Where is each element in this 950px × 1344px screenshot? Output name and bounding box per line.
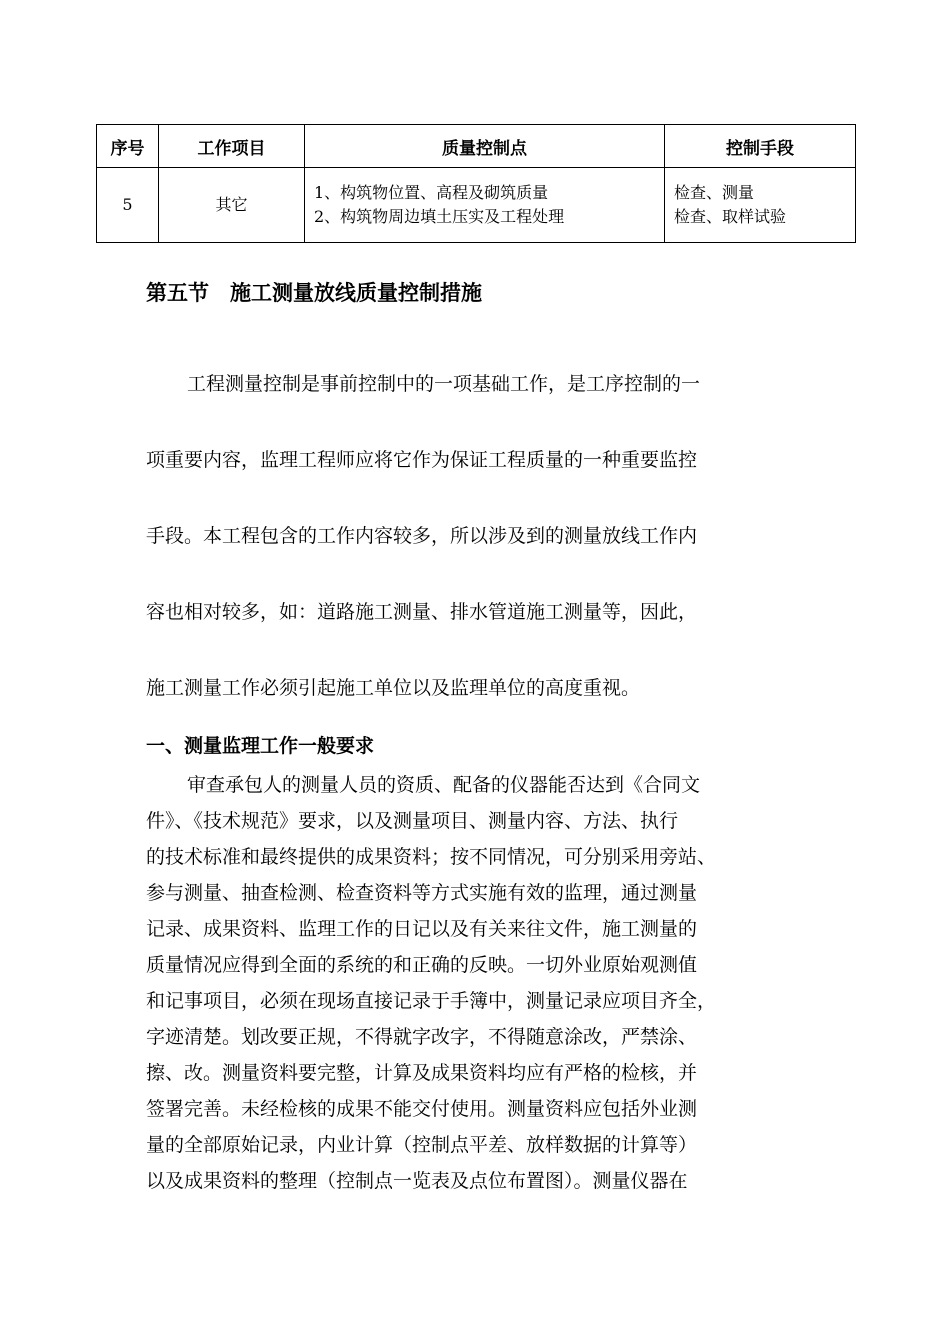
- subsection-body: [146, 767, 836, 1199]
- body-line: 审查承包人的测量人员的资质、配备的仪器能否达到《合同文: [187, 774, 701, 796]
- control-means-line: 检查、取样试验: [674, 207, 787, 226]
- body-line: 件》、《技术规范》要求，以及测量项目、测量内容、方法、执行: [146, 810, 679, 832]
- paragraph-line: 施工测量工作必须引起施工单位以及监理单位的高度重视。: [146, 677, 641, 699]
- table-header-row: [97, 125, 856, 168]
- table-row: [97, 168, 856, 243]
- header-work-item: 工作项目: [159, 125, 305, 168]
- header-control-means: 控制手段: [665, 125, 856, 168]
- body-line: 以及成果资料的整理（控制点一览表及点位布置图）。测量仪器在: [146, 1170, 688, 1192]
- paragraph-line: 工程测量控制是事前控制中的一项基础工作，是工序控制的一: [187, 373, 701, 395]
- control-point-line: 1、构筑物位置、高程及砌筑质量: [314, 183, 549, 202]
- intro-paragraph: [146, 369, 826, 749]
- body-line: 质量情况应得到全面的系统的和正确的反映。一切外业原始观测值: [146, 954, 698, 976]
- cell-no: 5: [97, 168, 159, 243]
- control-means-line: 检查、测量: [674, 183, 755, 202]
- body-line: 量的全部原始记录，内业计算（控制点平差、放样数据的计算等）: [146, 1134, 698, 1156]
- header-control-points: 质量控制点: [305, 125, 665, 168]
- body-line: 签署完善。未经检核的成果不能交付使用。测量资料应包括外业测: [146, 1098, 698, 1120]
- body-line: 参与测量、抽查检测、检查资料等方式实施有效的监理，通过测量: [146, 882, 698, 904]
- cell-work-item: 其它: [159, 168, 305, 243]
- paragraph-line: 容也相对较多，如：道路施工测量、排水管道施工测量等，因此，: [146, 601, 698, 623]
- control-point-line: 2、构筑物周边填土压实及工程处理: [314, 207, 565, 226]
- body-line: 记录、成果资料、监理工作的日记以及有关来往文件，施工测量的: [146, 918, 698, 940]
- paragraph-line: 项重要内容，监理工程师应将它作为保证工程质量的一种重要监控: [146, 449, 698, 471]
- body-line: 擦、改。测量资料要完整，计算及成果资料均应有严格的检核，并: [146, 1062, 698, 1084]
- cell-control-points: [305, 168, 665, 243]
- body-line: 字迹清楚。划改要正规，不得就字改字，不得随意涂改，严禁涂、: [146, 1026, 698, 1048]
- header-no: 序号: [97, 125, 159, 168]
- cell-control-means: [665, 168, 856, 243]
- subsection-heading: 一、测量监理工作一般要求: [146, 735, 375, 757]
- section-title: 第五节 施工测量放线质量控制措施: [146, 281, 482, 305]
- quality-control-table: [96, 124, 856, 243]
- paragraph-line: 手段。本工程包含的工作内容较多，所以涉及到的测量放线工作内: [146, 525, 698, 547]
- body-line: 的技术标准和最终提供的成果资料；按不同情况，可分别采用旁站、: [146, 846, 717, 868]
- body-line: 和记事项目，必须在现场直接记录于手簿中，测量记录应项目齐全，: [146, 990, 717, 1012]
